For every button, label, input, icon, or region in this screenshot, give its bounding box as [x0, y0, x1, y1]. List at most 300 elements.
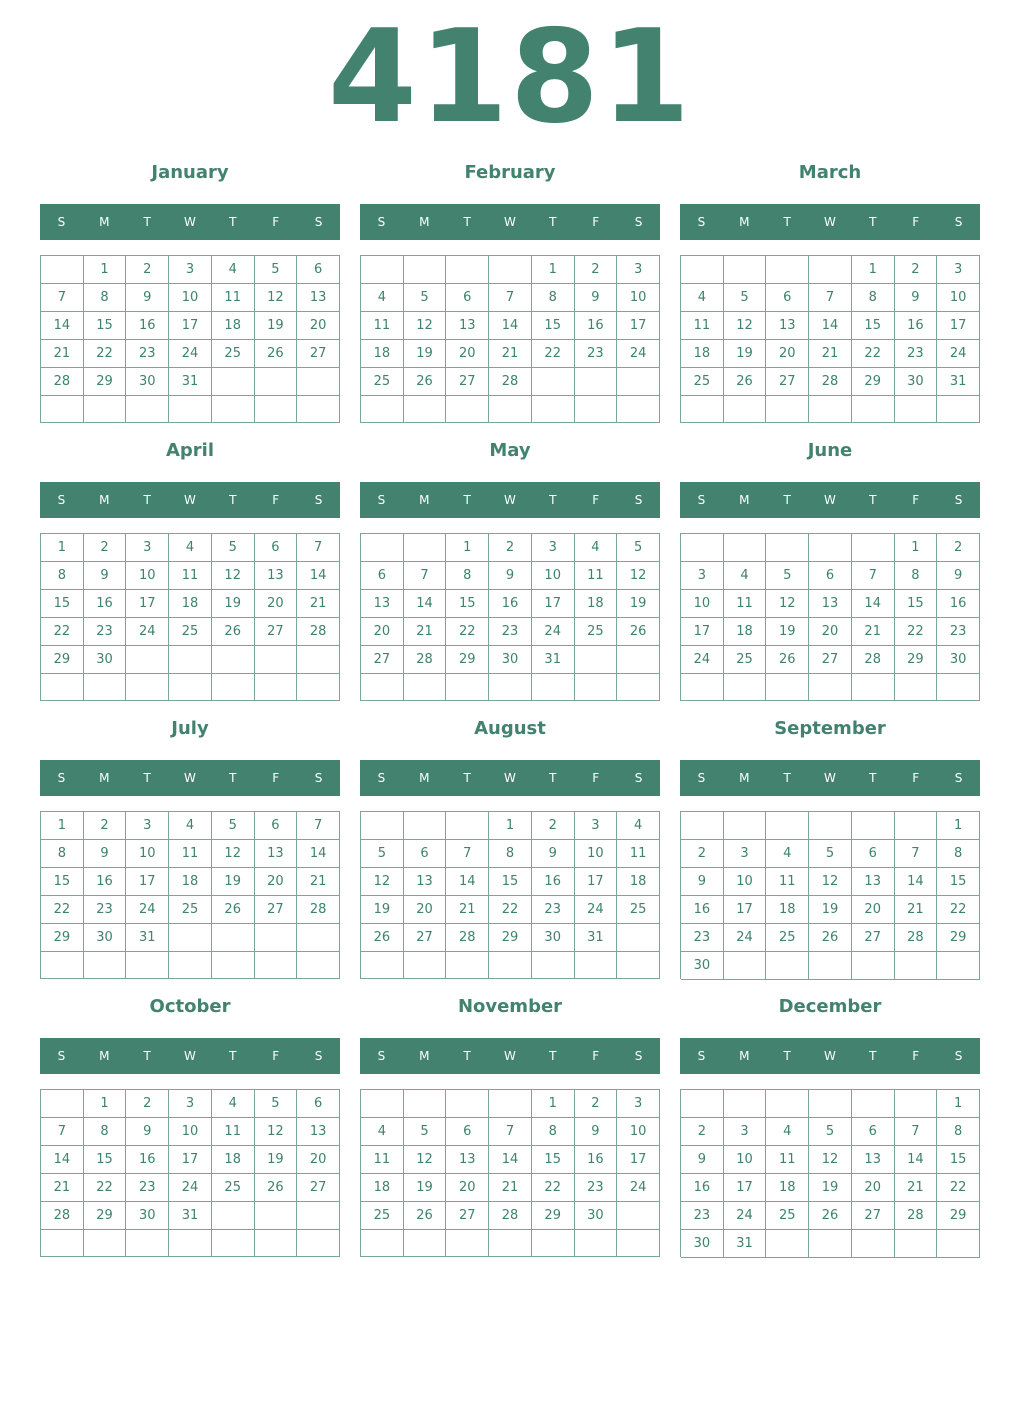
day-cell: 4 [575, 534, 618, 562]
day-cell [681, 674, 724, 701]
day-cell: 7 [895, 1118, 938, 1146]
day-cell: 29 [489, 924, 532, 952]
day-cell [297, 396, 340, 423]
weekday-header [680, 760, 980, 796]
day-cell: 1 [446, 534, 489, 562]
day-cell: 17 [617, 1146, 660, 1174]
weekday-header [680, 204, 980, 240]
weekday-label: S [954, 493, 963, 507]
day-cell: 27 [361, 646, 404, 674]
day-cell [766, 674, 809, 701]
day-cell [255, 1230, 298, 1257]
weekday-label: F [592, 1049, 600, 1063]
day-cell: 7 [404, 562, 447, 590]
day-cell: 8 [532, 284, 575, 312]
day-cell [404, 396, 447, 423]
day-cell: 25 [766, 1202, 809, 1230]
weekday-header [40, 204, 340, 240]
weekday-label: T [463, 493, 471, 507]
day-cell [617, 396, 660, 423]
day-cell: 28 [489, 368, 532, 396]
day-cell: 29 [446, 646, 489, 674]
day-cell: 17 [724, 896, 767, 924]
day-cell [41, 1230, 84, 1257]
day-cell [617, 924, 660, 952]
day-cell: 24 [575, 896, 618, 924]
day-cell: 6 [446, 1118, 489, 1146]
weekday-label: S [314, 215, 323, 229]
day-cell: 7 [489, 1118, 532, 1146]
day-cell [809, 1090, 852, 1118]
day-cell: 7 [895, 840, 938, 868]
day-cell: 8 [532, 1118, 575, 1146]
day-cell: 13 [852, 1146, 895, 1174]
weekday-label: S [634, 215, 643, 229]
day-cell: 24 [126, 896, 169, 924]
days-grid [680, 811, 980, 979]
day-cell [212, 396, 255, 423]
day-cell [41, 952, 84, 979]
day-cell: 20 [809, 618, 852, 646]
day-cell: 23 [126, 1174, 169, 1202]
month-title: December [778, 996, 882, 1017]
day-cell: 3 [532, 534, 575, 562]
days-grid [360, 1089, 660, 1257]
day-cell [532, 396, 575, 423]
weekday-label: S [377, 771, 386, 785]
day-cell [724, 952, 767, 980]
day-cell: 19 [212, 590, 255, 618]
day-cell: 29 [937, 924, 980, 952]
day-cell: 2 [84, 534, 127, 562]
day-cell: 29 [937, 1202, 980, 1230]
day-cell: 5 [766, 562, 809, 590]
month-title: October [149, 996, 231, 1017]
day-cell: 23 [575, 340, 618, 368]
day-cell: 26 [255, 1174, 298, 1202]
day-cell: 9 [575, 1118, 618, 1146]
day-cell: 23 [575, 1174, 618, 1202]
day-cell: 23 [84, 896, 127, 924]
day-cell: 5 [255, 1090, 298, 1118]
day-cell: 11 [724, 590, 767, 618]
day-cell: 7 [297, 812, 340, 840]
day-cell: 26 [617, 618, 660, 646]
day-cell: 5 [809, 1118, 852, 1146]
weekday-label: W [184, 771, 196, 785]
weekday-label: S [697, 1049, 706, 1063]
day-cell: 1 [852, 256, 895, 284]
day-cell: 6 [297, 256, 340, 284]
day-cell: 9 [937, 562, 980, 590]
day-cell: 2 [681, 1118, 724, 1146]
weekday-label: M [739, 1049, 750, 1063]
day-cell: 10 [937, 284, 980, 312]
day-cell: 28 [404, 646, 447, 674]
day-cell: 2 [937, 534, 980, 562]
weekday-label: S [314, 1049, 323, 1063]
day-cell [255, 1202, 298, 1230]
day-cell: 20 [766, 340, 809, 368]
day-cell: 24 [937, 340, 980, 368]
day-cell: 28 [297, 618, 340, 646]
day-cell: 20 [852, 1174, 895, 1202]
day-cell: 6 [809, 562, 852, 590]
day-cell [617, 368, 660, 396]
day-cell: 23 [84, 618, 127, 646]
day-cell: 10 [617, 284, 660, 312]
day-cell [126, 952, 169, 979]
day-cell: 31 [169, 1202, 212, 1230]
day-cell [212, 952, 255, 979]
weekday-header [40, 482, 340, 518]
day-cell: 11 [766, 868, 809, 896]
day-cell: 31 [126, 924, 169, 952]
day-cell: 11 [681, 312, 724, 340]
days-grid [680, 1089, 980, 1257]
day-cell: 1 [937, 1090, 980, 1118]
day-cell: 14 [41, 1146, 84, 1174]
day-cell: 2 [489, 534, 532, 562]
day-cell: 20 [361, 618, 404, 646]
day-cell: 8 [41, 840, 84, 868]
weekday-label: S [314, 771, 323, 785]
weekday-label: M [419, 771, 430, 785]
day-cell: 18 [169, 590, 212, 618]
weekday-label: T [549, 1049, 557, 1063]
weekday-label: T [869, 1049, 877, 1063]
day-cell [84, 1230, 127, 1257]
weekday-label: S [954, 771, 963, 785]
day-cell [809, 256, 852, 284]
day-cell: 11 [169, 562, 212, 590]
month-title: May [489, 440, 531, 461]
day-cell: 18 [766, 1174, 809, 1202]
day-cell [852, 1230, 895, 1258]
weekday-label: S [314, 493, 323, 507]
day-cell: 25 [169, 896, 212, 924]
day-cell [489, 1090, 532, 1118]
day-cell: 16 [895, 312, 938, 340]
day-cell: 16 [937, 590, 980, 618]
day-cell [724, 256, 767, 284]
day-cell: 6 [446, 284, 489, 312]
day-cell: 22 [84, 1174, 127, 1202]
day-cell: 23 [937, 618, 980, 646]
weekday-label: F [592, 771, 600, 785]
day-cell [617, 646, 660, 674]
day-cell: 8 [489, 840, 532, 868]
weekday-label: W [504, 1049, 516, 1063]
day-cell: 3 [724, 1118, 767, 1146]
day-cell: 28 [41, 1202, 84, 1230]
day-cell: 28 [895, 924, 938, 952]
days-grid [40, 811, 340, 979]
day-cell: 1 [84, 256, 127, 284]
day-cell: 26 [212, 896, 255, 924]
day-cell: 6 [852, 1118, 895, 1146]
day-cell: 25 [361, 368, 404, 396]
day-cell: 16 [84, 868, 127, 896]
weekday-label: T [783, 771, 791, 785]
day-cell: 26 [404, 368, 447, 396]
day-cell: 7 [41, 284, 84, 312]
day-cell: 30 [532, 924, 575, 952]
weekday-label: S [377, 215, 386, 229]
day-cell [169, 674, 212, 701]
day-cell [446, 812, 489, 840]
weekday-label: T [549, 771, 557, 785]
day-cell [126, 646, 169, 674]
weekday-header [360, 1038, 660, 1074]
weekday-label: S [377, 493, 386, 507]
day-cell: 27 [852, 1202, 895, 1230]
weekday-label: M [739, 493, 750, 507]
day-cell [297, 1202, 340, 1230]
day-cell [297, 674, 340, 701]
day-cell: 15 [84, 312, 127, 340]
day-cell: 27 [766, 368, 809, 396]
day-cell: 31 [575, 924, 618, 952]
day-cell [575, 368, 618, 396]
day-cell: 20 [852, 896, 895, 924]
day-cell: 15 [852, 312, 895, 340]
day-cell: 17 [532, 590, 575, 618]
day-cell [169, 924, 212, 952]
day-cell: 8 [937, 840, 980, 868]
day-cell [532, 952, 575, 979]
day-cell: 5 [617, 534, 660, 562]
day-cell: 9 [532, 840, 575, 868]
day-cell: 1 [84, 1090, 127, 1118]
day-cell: 24 [126, 618, 169, 646]
day-cell: 6 [297, 1090, 340, 1118]
weekday-label: M [739, 771, 750, 785]
weekday-header [360, 204, 660, 240]
day-cell [361, 256, 404, 284]
weekday-label: W [184, 493, 196, 507]
day-cell: 16 [84, 590, 127, 618]
day-cell: 11 [361, 312, 404, 340]
day-cell: 25 [361, 1202, 404, 1230]
day-cell: 2 [575, 1090, 618, 1118]
day-cell: 3 [681, 562, 724, 590]
day-cell: 21 [297, 868, 340, 896]
day-cell: 4 [169, 534, 212, 562]
day-cell: 18 [681, 340, 724, 368]
day-cell [126, 674, 169, 701]
day-cell: 13 [766, 312, 809, 340]
day-cell: 19 [361, 896, 404, 924]
day-cell [489, 1230, 532, 1257]
day-cell [617, 674, 660, 701]
day-cell [404, 812, 447, 840]
day-cell: 12 [766, 590, 809, 618]
day-cell: 5 [809, 840, 852, 868]
day-cell: 13 [446, 1146, 489, 1174]
day-cell: 13 [255, 562, 298, 590]
year-title: 4181 [327, 3, 693, 152]
weekday-label: S [697, 215, 706, 229]
day-cell: 4 [724, 562, 767, 590]
day-cell [404, 1230, 447, 1257]
day-cell [681, 256, 724, 284]
day-cell: 19 [212, 868, 255, 896]
day-cell: 3 [126, 812, 169, 840]
day-cell: 18 [169, 868, 212, 896]
weekday-label: M [99, 493, 110, 507]
month-title: September [774, 718, 886, 739]
day-cell: 10 [724, 1146, 767, 1174]
weekday-label: T [143, 771, 151, 785]
day-cell: 12 [809, 868, 852, 896]
weekday-label: T [463, 1049, 471, 1063]
day-cell: 24 [724, 924, 767, 952]
day-cell: 10 [532, 562, 575, 590]
weekday-label: F [272, 1049, 280, 1063]
day-cell [809, 534, 852, 562]
day-cell: 16 [126, 1146, 169, 1174]
day-cell: 20 [255, 590, 298, 618]
day-cell [681, 396, 724, 423]
day-cell: 2 [126, 1090, 169, 1118]
day-cell [895, 1230, 938, 1258]
day-cell: 6 [255, 812, 298, 840]
day-cell: 8 [937, 1118, 980, 1146]
day-cell: 11 [212, 1118, 255, 1146]
day-cell: 8 [84, 1118, 127, 1146]
day-cell [126, 1230, 169, 1257]
day-cell [895, 396, 938, 423]
day-cell: 5 [404, 284, 447, 312]
day-cell: 15 [41, 590, 84, 618]
day-cell [852, 812, 895, 840]
day-cell [297, 368, 340, 396]
day-cell [255, 396, 298, 423]
day-cell: 5 [361, 840, 404, 868]
weekday-label: T [143, 1049, 151, 1063]
day-cell [532, 368, 575, 396]
weekday-label: T [869, 215, 877, 229]
day-cell: 1 [41, 534, 84, 562]
weekday-label: W [504, 771, 516, 785]
day-cell: 25 [169, 618, 212, 646]
day-cell: 28 [895, 1202, 938, 1230]
day-cell: 5 [212, 812, 255, 840]
day-cell [361, 952, 404, 979]
day-cell: 2 [575, 256, 618, 284]
day-cell: 14 [852, 590, 895, 618]
day-cell: 28 [809, 368, 852, 396]
day-cell: 13 [809, 590, 852, 618]
day-cell [169, 396, 212, 423]
day-cell: 22 [41, 618, 84, 646]
day-cell [297, 952, 340, 979]
weekday-label: T [869, 493, 877, 507]
day-cell: 16 [489, 590, 532, 618]
day-cell [446, 396, 489, 423]
day-cell: 13 [404, 868, 447, 896]
day-cell [84, 952, 127, 979]
day-cell: 27 [255, 896, 298, 924]
day-cell: 7 [852, 562, 895, 590]
day-cell [255, 674, 298, 701]
day-cell: 23 [532, 896, 575, 924]
day-cell [404, 952, 447, 979]
day-cell [575, 952, 618, 979]
weekday-label: T [229, 493, 237, 507]
weekday-label: S [697, 493, 706, 507]
days-grid [680, 533, 980, 701]
day-cell: 29 [41, 646, 84, 674]
weekday-label: T [229, 215, 237, 229]
day-cell [169, 646, 212, 674]
days-grid [40, 255, 340, 423]
day-cell: 9 [681, 868, 724, 896]
day-cell: 4 [361, 284, 404, 312]
day-cell: 22 [489, 896, 532, 924]
day-cell: 30 [681, 1230, 724, 1258]
day-cell: 11 [575, 562, 618, 590]
day-cell: 17 [681, 618, 724, 646]
weekday-label: S [954, 215, 963, 229]
day-cell: 12 [724, 312, 767, 340]
day-cell: 10 [126, 840, 169, 868]
month-title: April [165, 440, 215, 461]
day-cell: 30 [84, 646, 127, 674]
day-cell [404, 1090, 447, 1118]
day-cell: 28 [446, 924, 489, 952]
day-cell [361, 812, 404, 840]
day-cell: 18 [766, 896, 809, 924]
day-cell [255, 646, 298, 674]
day-cell: 16 [681, 896, 724, 924]
day-cell [404, 674, 447, 701]
day-cell: 26 [404, 1202, 447, 1230]
month-title: February [464, 162, 556, 183]
day-cell: 28 [489, 1202, 532, 1230]
day-cell: 15 [84, 1146, 127, 1174]
day-cell: 19 [766, 618, 809, 646]
day-cell: 26 [724, 368, 767, 396]
day-cell: 21 [809, 340, 852, 368]
day-cell: 22 [895, 618, 938, 646]
day-cell: 12 [361, 868, 404, 896]
day-cell: 17 [617, 312, 660, 340]
day-cell: 27 [446, 368, 489, 396]
day-cell: 25 [681, 368, 724, 396]
day-cell: 30 [895, 368, 938, 396]
weekday-label: M [99, 771, 110, 785]
day-cell [809, 396, 852, 423]
day-cell: 26 [809, 924, 852, 952]
day-cell: 3 [724, 840, 767, 868]
weekday-label: S [634, 771, 643, 785]
day-cell: 25 [212, 340, 255, 368]
day-cell [852, 1090, 895, 1118]
day-cell [937, 952, 980, 980]
weekday-label: M [99, 1049, 110, 1063]
day-cell: 9 [895, 284, 938, 312]
day-cell: 10 [575, 840, 618, 868]
day-cell [575, 646, 618, 674]
day-cell: 9 [84, 840, 127, 868]
day-cell [169, 1230, 212, 1257]
day-cell: 22 [852, 340, 895, 368]
day-cell: 12 [617, 562, 660, 590]
day-cell: 17 [126, 590, 169, 618]
day-cell: 13 [297, 1118, 340, 1146]
